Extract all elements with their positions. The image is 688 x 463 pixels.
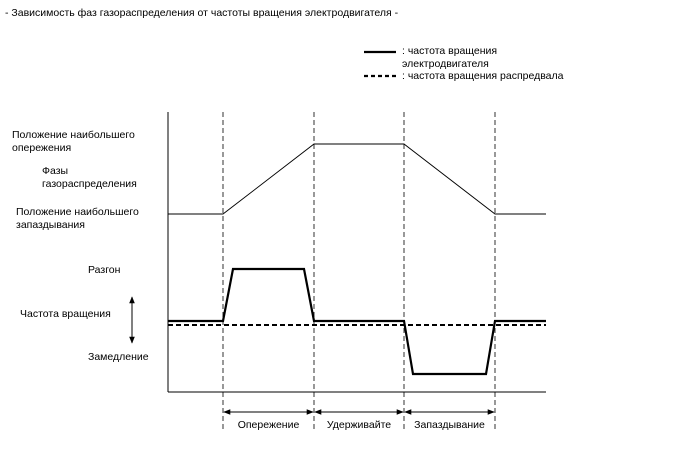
motor-speed-line xyxy=(168,269,546,374)
phase-label-advance: Опережение xyxy=(237,419,300,431)
label-valve-timing: Фазы газораспределения xyxy=(42,165,137,190)
diagram-title: - Зависимость фаз газораспределения от частоты вращения электродвигателя - xyxy=(5,7,399,19)
label-max-advance: Положение наибольшего опережения xyxy=(12,129,135,154)
label-acceleration: Разгон xyxy=(88,264,121,276)
label-speed: Частота вращения xyxy=(20,308,111,320)
valve-timing-curve xyxy=(168,144,546,214)
legend-dashed-label: : частота вращения распредвала xyxy=(402,70,564,82)
phase-label-hold: Удерживайте xyxy=(326,419,392,431)
label-deceleration: Замедление xyxy=(88,351,149,363)
label-max-retard: Положение наибольшего запаздывания xyxy=(16,206,139,231)
legend-solid-label: : частота вращения электродвигателя xyxy=(402,45,498,70)
phase-label-retard: Запаздывание xyxy=(414,419,485,431)
